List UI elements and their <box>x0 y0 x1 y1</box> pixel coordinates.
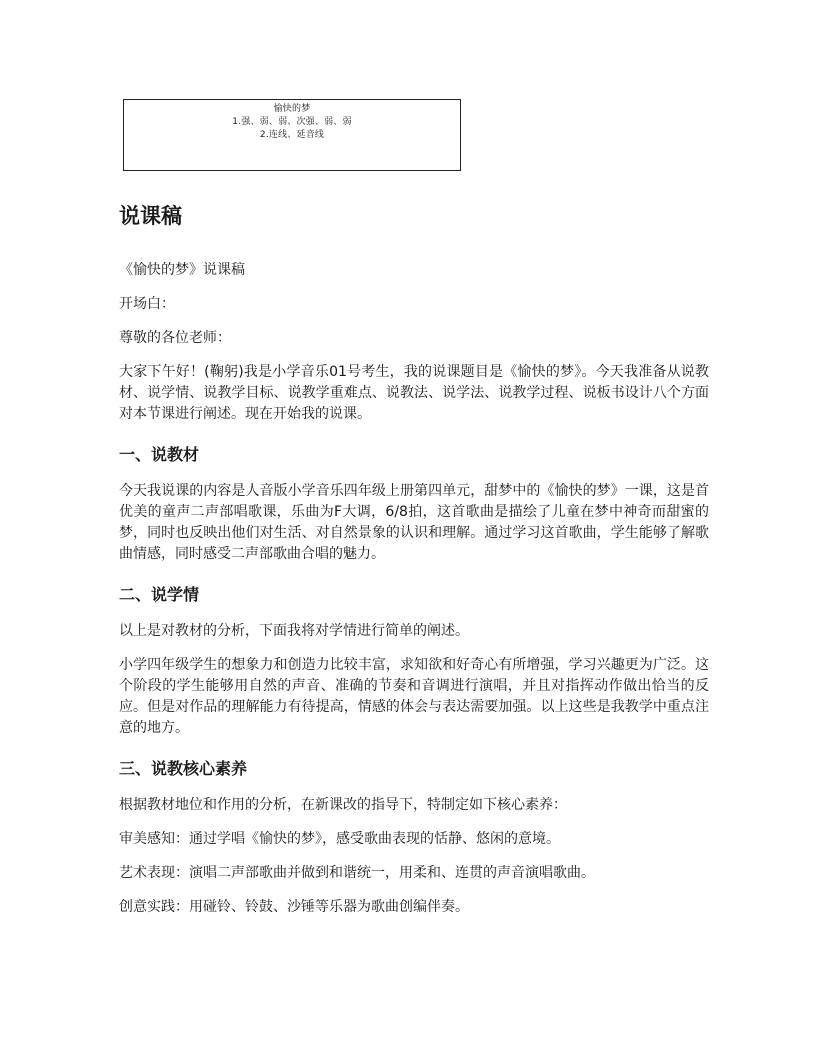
board-line-2: 2.连线、延音线 <box>259 130 325 140</box>
blackboard-design-box <box>123 99 461 171</box>
opening-label: 开场白： <box>119 296 175 312</box>
board-line-1: 1.强、弱、弱、次强、弱、弱 <box>232 117 352 127</box>
students-intro-paragraph: 以上是对教材的分析，下面我将对学情进行简单的阐述。 <box>119 623 469 639</box>
intro-paragraph: 大家下午好！(鞠躬)我是小学音乐01号考生，我的说课题目是《愉快的梦》。今天我准备从说教材、说学情、说教学目标、说教学重难点、说教法、说学法、说教学过程、说板书设计八个方面对本节课进行阐述。现在开始我的说课。 <box>119 364 709 422</box>
lesson-subtitle: 《愉快的梦》说课稿 <box>119 262 245 278</box>
textbook-paragraph: 今天我说课的内容是人音版小学音乐四年级上册第四单元，甜梦中的《愉快的梦》一课，这是首优美的童声二声部唱歌课，乐曲为F大调，6/8拍，这首歌曲是描绘了儿童在梦中神奇而甜蜜的梦，同时也反映出他们对生活、对自然景象的认识和理解。通过学习这首歌曲，学生能够了解歌曲情感，同时感受二声部歌曲合唱的魅力。 <box>119 483 709 562</box>
students-paragraph: 小学四年级学生的想象力和创造力比较丰富，求知欲和好奇心有所增强，学习兴趣更为广泛。这个阶段的学生能够用自然的声音、准确的节奏和音调进行演唱，并且对指挥动作做出恰当的反应。但是对作品的理解能力有待提高，情感的体会与表达需要加强。以上这些是我教学中重点注意的地方。 <box>119 657 709 736</box>
document-body <box>119 200 709 931</box>
section-heading-core-literacy: 三、说教核心素养 <box>119 759 248 778</box>
core-literacy-item-expression: 艺术表现：演唱二声部歌曲并做到和谐统一，用柔和、连贯的声音演唱歌曲。 <box>119 865 595 881</box>
greeting: 尊敬的各位老师： <box>119 330 231 346</box>
document-title: 说课稿 <box>119 204 182 228</box>
section-heading-textbook: 一、说教材 <box>119 445 200 464</box>
core-literacy-intro: 根据教材地位和作用的分析，在新课改的指导下，特制定如下核心素养： <box>119 797 567 813</box>
board-title: 愉快的梦 <box>273 104 311 114</box>
core-literacy-item-aesthetic: 审美感知：通过学唱《愉快的梦》，感受歌曲表现的恬静、悠闲的意境。 <box>119 831 560 847</box>
section-heading-students: 二、说学情 <box>119 585 200 604</box>
core-literacy-item-creative: 创意实践：用碰铃、铃鼓、沙锤等乐器为歌曲创编伴奏。 <box>119 899 469 915</box>
